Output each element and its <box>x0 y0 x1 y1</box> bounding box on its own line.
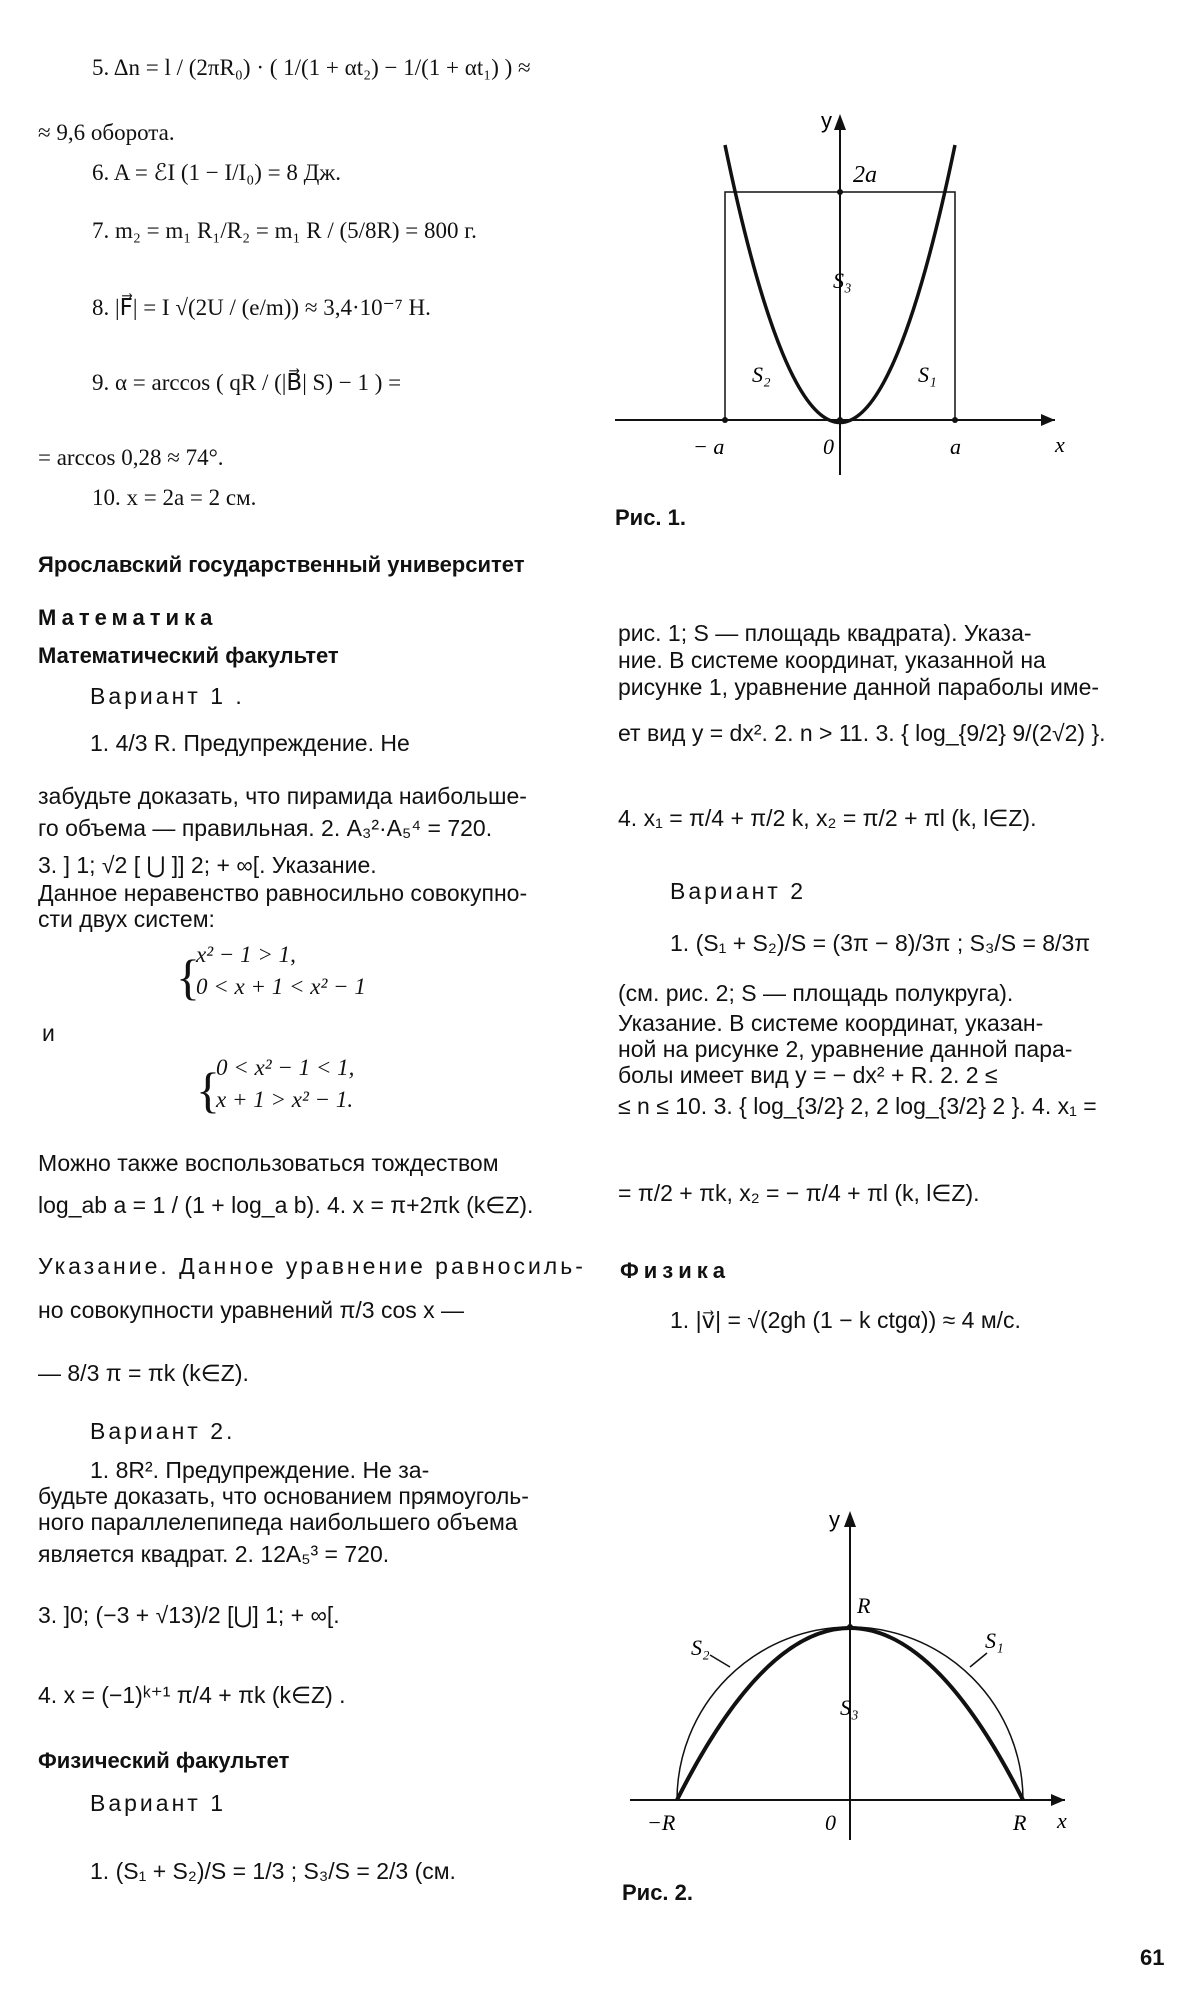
v2-line-6: 4. x = (−1)ᵏ⁺¹ π/4 + πk (k∈Z) . <box>38 1682 346 1708</box>
variant-2-title: Вариант 2. <box>90 1418 236 1444</box>
answer-10: 10. x = 2a = 2 см. <box>92 485 257 510</box>
v1-tail-2: log_ab a = 1 / (1 + log_a b). 4. x = π+2πk (k∈Z). <box>38 1192 534 1218</box>
system-2-line-1: 0 < x² − 1 < 1, <box>216 1055 355 1080</box>
r-cont-line-2: ние. В системе координат, указанной на <box>618 647 1046 673</box>
physics-answer-1: 1. |v⃗| = √(2gh (1 − k ctgα)) ≈ 4 м/с. <box>670 1307 1021 1333</box>
r-v2-line-2: (см. рис. 2; S — площадь полукруга). <box>618 980 1014 1006</box>
fig2-x-arrow <box>1051 1794 1065 1806</box>
answer-7: 7. m₂ = m₁ R₁/R₂ = m₁ R / (5/8R) = 800 г. <box>92 218 477 243</box>
fig2-label-y: y <box>829 1507 840 1532</box>
r-cont-line-3: рисунке 1, уравнение данной параболы име- <box>618 674 1100 700</box>
v1-tail-3: Указание. Данное уравнение равносиль- <box>38 1253 586 1279</box>
v2-line-1: 1. 8R². Предупреждение. Не за- <box>90 1457 430 1483</box>
system-1 <box>176 942 366 1005</box>
fig2-label-r: R <box>1013 1810 1027 1835</box>
r-cont-line-5: 4. x₁ = π/4 + π/2 k, x₂ = π/2 + πl (k, l∈Z). <box>618 805 1037 831</box>
fig1-label-y: y <box>821 108 832 133</box>
fig1-label-x: x <box>1055 432 1065 457</box>
university-heading: Ярославский государственный университет <box>38 552 525 577</box>
fig1-label-neg-a: − a <box>693 434 725 459</box>
fig2-label-s2: S₂ <box>691 1635 710 1660</box>
system-2 <box>196 1055 355 1118</box>
figure-2 <box>625 1505 1085 1845</box>
r-v2-line-3: Указание. В системе координат, указан- <box>618 1010 1044 1036</box>
fig2-label-s3: S₃ <box>840 1695 859 1720</box>
fig1-caption: Рис. 1. <box>615 505 687 530</box>
faculty-phys-heading: Физический факультет <box>38 1748 290 1773</box>
physics-heading: Физика <box>620 1258 731 1283</box>
fig2-caption: Рис. 2. <box>622 1880 694 1905</box>
system-1-brace: { <box>176 949 200 1005</box>
system-1-line-2: 0 < x + 1 < x² − 1 <box>196 974 366 1000</box>
fig1-point-2a <box>837 189 843 195</box>
v1-line-2: забудьте доказать, что пирамида наибольше- <box>38 783 527 809</box>
answer-9: 9. α = arccos ( qR / (|B⃗| S) − 1 ) = <box>92 370 402 395</box>
r-v2-line-1: 1. (S₁ + S₂)/S = (3π − 8)/3π ; S₃/S = 8/3π <box>670 930 1091 956</box>
v1-tail-4: но совокупности уравнений π/3 cos x — <box>38 1297 465 1323</box>
system-2-brace: { <box>196 1062 220 1118</box>
r-v2-line-4: ной на рисунке 2, уравнение данной пара- <box>618 1036 1073 1062</box>
fig2-point-r <box>847 1624 853 1630</box>
variant-1-title: Вариант 1 . <box>90 683 245 709</box>
fig2-label-x: x <box>1057 1808 1067 1833</box>
v2-line-4: является квадрат. 2. 12A₅³ = 720. <box>38 1541 390 1567</box>
page-number: 61 <box>1140 1945 1165 1970</box>
fig2-label-origin: 0 <box>825 1810 836 1835</box>
system-1-line-1: x² − 1 > 1, <box>196 942 296 967</box>
v2-line-5: 3. ]0; (−3 + √13)/2 [⋃] 1; + ∞[. <box>38 1602 340 1628</box>
fig2-s2-pointer <box>710 1655 730 1667</box>
figure-1 <box>615 100 1075 480</box>
answer-9-cont: = arccos 0,28 ≈ 74°. <box>38 445 224 470</box>
answer-5: 5. Δn = l / (2πR₀) · ( 1/(1 + αt₂) − 1/(1 + αt₁) ) ≈ <box>92 55 531 80</box>
fig2-label-neg-r: −R <box>647 1810 676 1835</box>
fig2-s1-pointer <box>970 1653 987 1667</box>
subject-heading: Математика <box>38 605 218 630</box>
fig1-label-s3: S₃ <box>833 268 852 293</box>
fig1-label-origin: 0 <box>823 434 834 459</box>
v1-line-6: сти двух систем: <box>38 906 215 932</box>
fig2-label-s1: S₁ <box>985 1628 1004 1653</box>
r-v2-line-5: болы имеет вид y = − dx² + R. 2. 2 ≤ <box>618 1062 998 1088</box>
v1-line-5: Данное неравенство равносильно совокупно- <box>38 880 528 906</box>
fig1-label-s1: S₁ <box>918 362 937 387</box>
r-v2-line-6: ≤ n ≤ 10. 3. { log_{3/2} 2, 2 log_{3/2} 2 }. 4. x₁ = <box>618 1093 1097 1119</box>
fig2-label-r-top: R <box>857 1593 871 1618</box>
and-word: и <box>42 1020 55 1046</box>
v1-line-4: 3. ] 1; √2 [ ⋃ ]] 2; + ∞[. Указание. <box>38 852 377 878</box>
v1-line-3: го объема — правильная. 2. A₃²·A₅⁴ = 720. <box>38 815 493 841</box>
system-2-line-2: x + 1 > x² − 1. <box>216 1087 354 1113</box>
phys-variant-1-title: Вариант 1 <box>90 1790 226 1816</box>
v2-line-2: будьте доказать, что основанием прямоуголь- <box>38 1483 529 1509</box>
r-cont-line-4: ет вид y = dx². 2. n > 11. 3. { log_{9/2} 9/(2√2) }. <box>618 720 1106 746</box>
fig1-point-neg-a <box>722 417 728 423</box>
fig1-label-s2: S₂ <box>752 362 771 387</box>
fig1-origin-point <box>837 417 843 423</box>
v1-line-1: 1. 4/3 R. Предупреждение. Не <box>90 730 410 756</box>
fig2-y-arrow <box>844 1511 856 1527</box>
fig1-y-arrow <box>834 114 846 130</box>
fig1-x-arrow <box>1041 414 1055 426</box>
phys-v1-line: 1. (S₁ + S₂)/S = 1/3 ; S₃/S = 2/3 (см. <box>90 1858 456 1884</box>
v1-tail-1: Можно также воспользоваться тождеством <box>38 1150 499 1176</box>
r-v2-line-7: = π/2 + πk, x₂ = − π/4 + πl (k, l∈Z). <box>618 1180 980 1206</box>
answer-5-cont: ≈ 9,6 оборота. <box>38 120 175 145</box>
faculty-math-heading: Математический факультет <box>38 643 339 668</box>
fig1-label-2a: 2a <box>853 162 877 188</box>
answer-8: 8. |F⃗| = I √(2U / (e/m)) ≈ 3,4·10⁻⁷ Н. <box>92 295 431 320</box>
fig1-label-a: a <box>950 434 961 459</box>
r-cont-line-1: рис. 1; S — площадь квадрата). Указа- <box>618 620 1032 646</box>
v1-tail-5: — 8/3 π = πk (k∈Z). <box>38 1360 249 1386</box>
answer-6: 6. A = ℰI (1 − I/I₀) = 8 Дж. <box>92 160 341 185</box>
fig1-point-a <box>952 417 958 423</box>
v2-line-3: ного параллелепипеда наибольшего объема <box>38 1509 518 1535</box>
r-variant-2-title: Вариант 2 <box>670 878 806 904</box>
